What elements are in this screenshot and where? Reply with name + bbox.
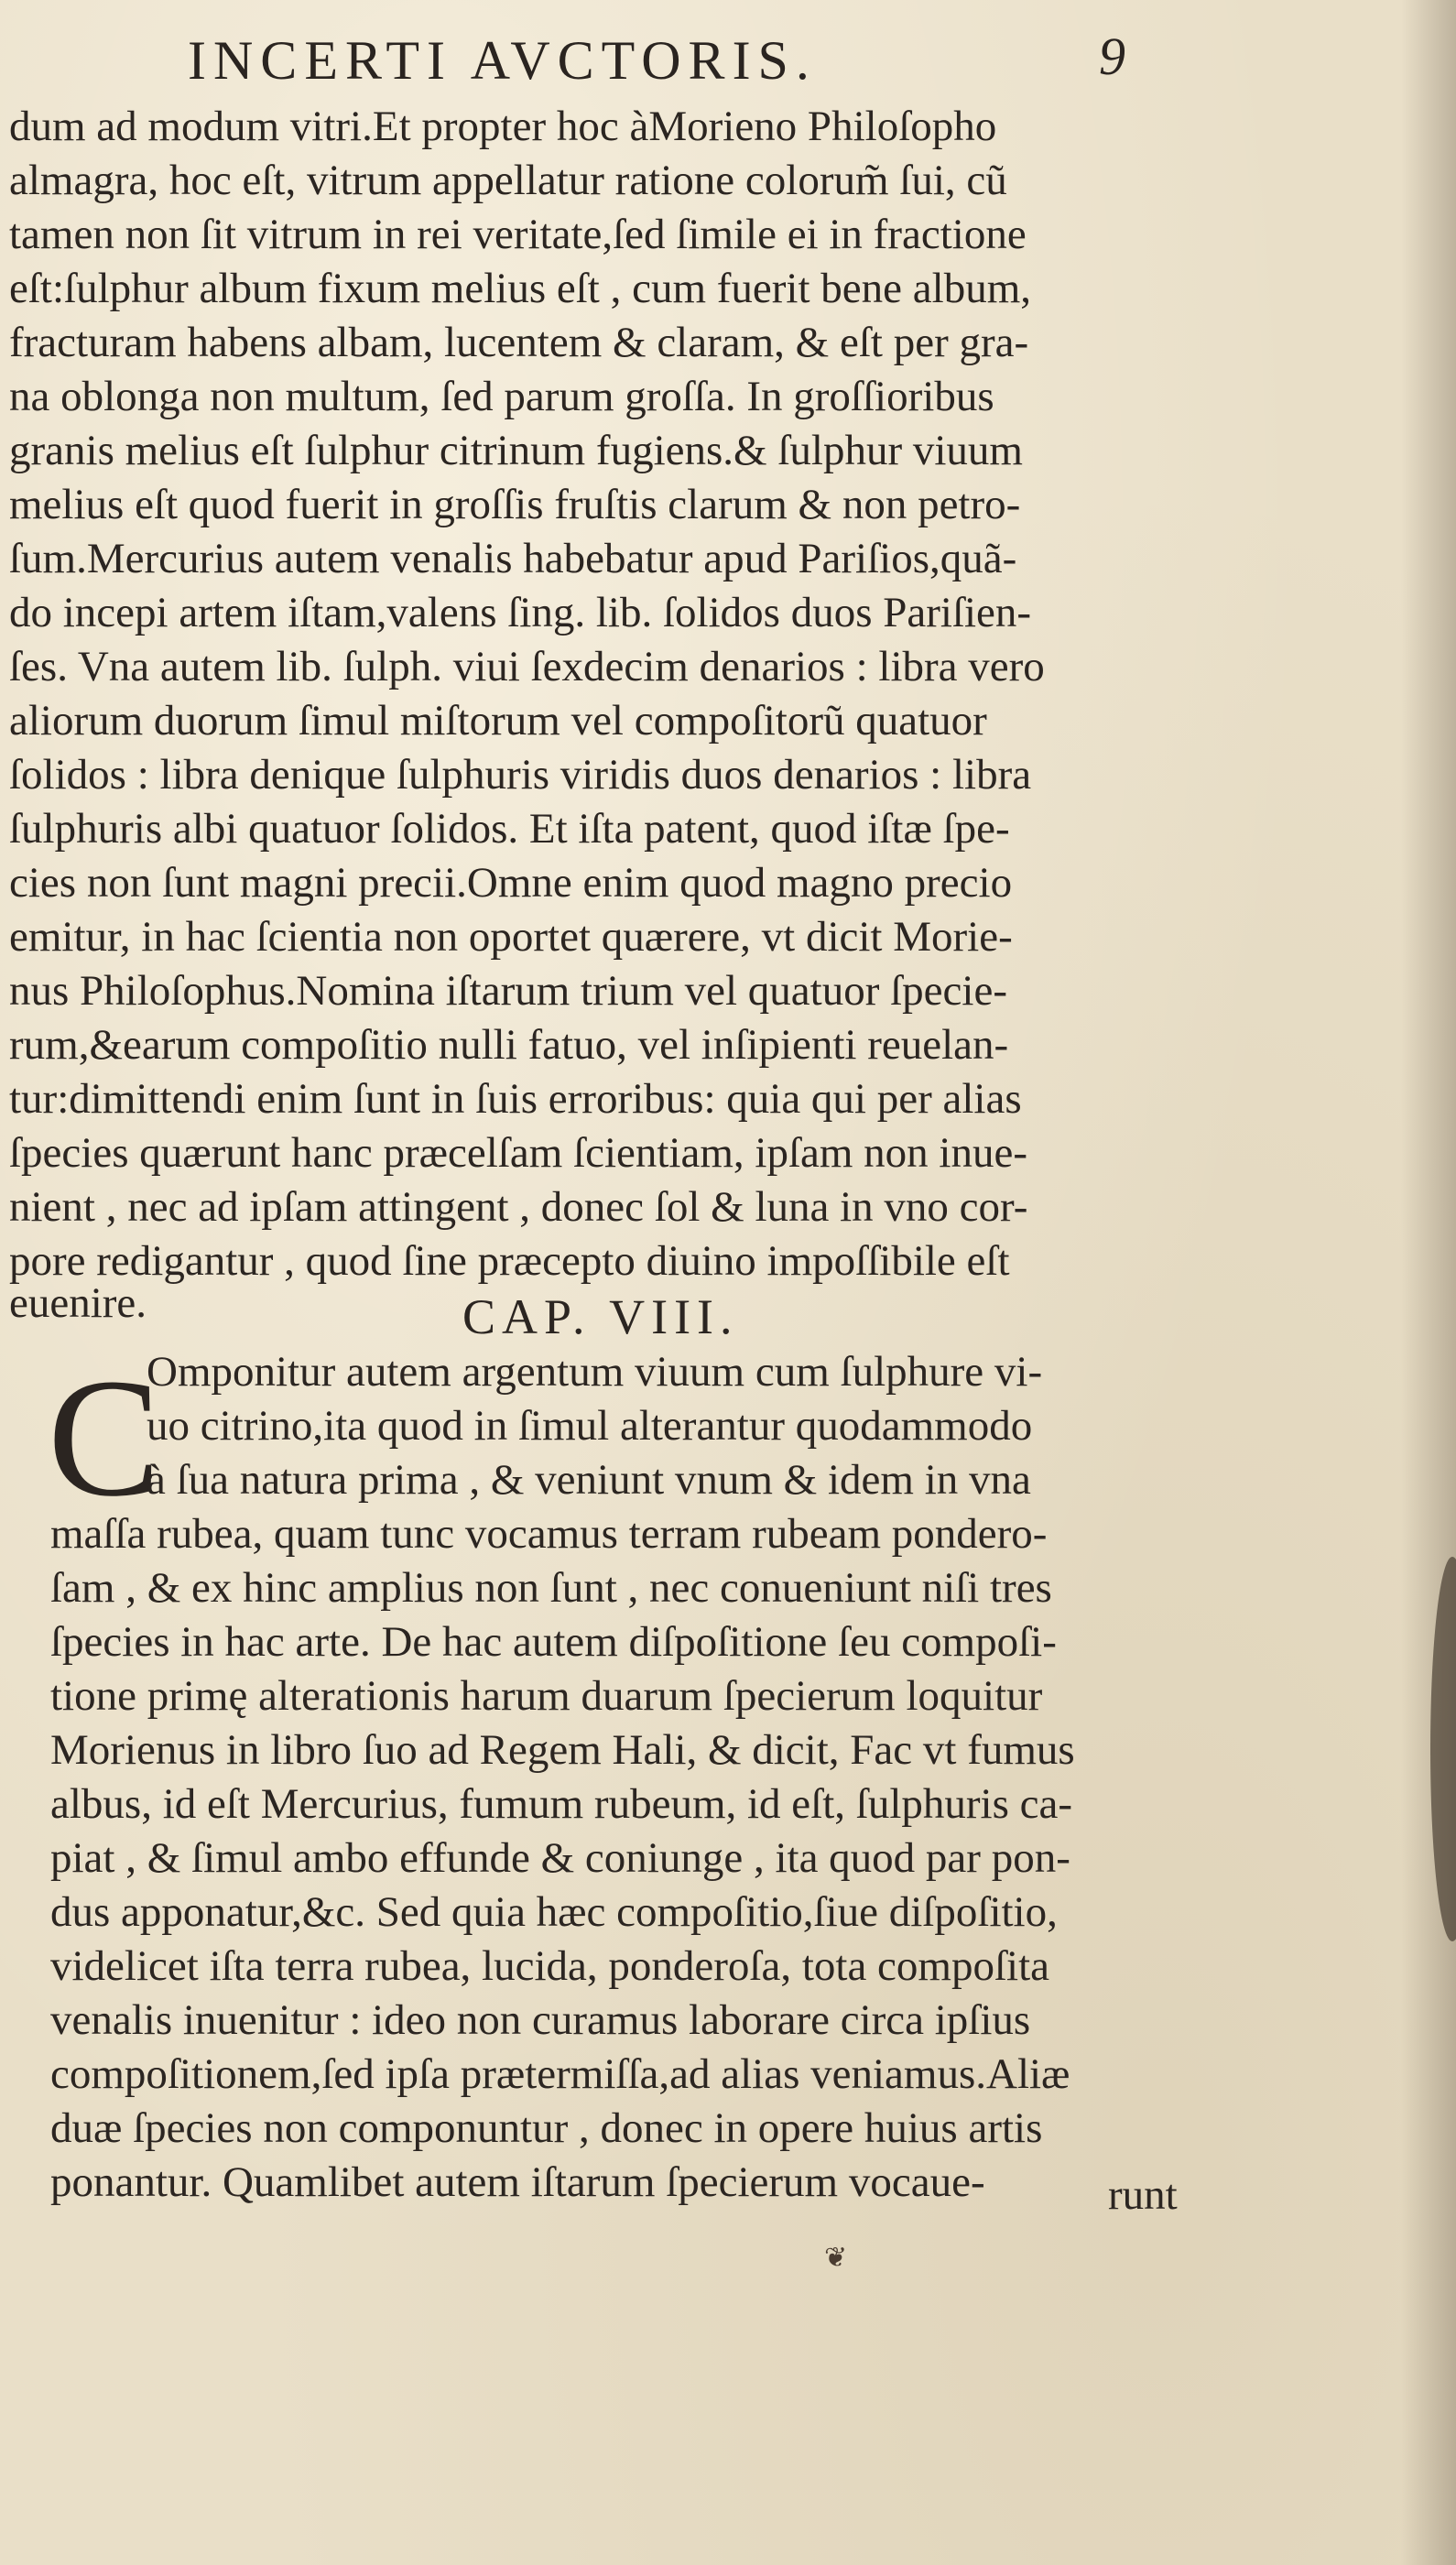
text-line: melius eſt quod fuerit in groſſis fruſtis clarum & non petro- (9, 481, 1021, 528)
chapter-heading: CAP. VIII. (462, 1289, 739, 1344)
text-line: pore redigantur , quod ſine præcepto diuino impoſſibile eſt (9, 1237, 1010, 1285)
chapter-text-line: Omponitur autem argentum viuum cum ſulphure vi- (147, 1348, 1043, 1396)
chapter-text-line: duæ ſpecies non componuntur , donec in opere huius artis (50, 2104, 1043, 2152)
text-line: dum ad modum vitri.Et propter hoc àMorieno Philoſopho (9, 103, 997, 150)
text-line: nus Philoſophus.Nomina iſtarum trium vel quatuor ſpecie- (9, 967, 1007, 1015)
chapter-text-line: ſpecies in hac arte. De hac autem diſpoſitione ſeu compoſi- (50, 1618, 1057, 1666)
text-line: na oblonga non multum, ſed parum groſſa. In groſſioribus (9, 373, 994, 420)
folio-number: 9 (1099, 27, 1125, 86)
text-line: euenire. (9, 1279, 147, 1327)
text-line: ſum.Mercurius autem venalis habebatur apud Pariſios,quã- (9, 535, 1017, 582)
chapter-text-line: Morienus in libro ſuo ad Regem Hali, & dicit, Fac vt fumus (50, 1726, 1075, 1774)
chapter-text-line: dus apponatur,&c. Sed quia hæc compoſitio,ſiue diſpoſitio, (50, 1888, 1058, 1936)
text-line: emitur, in hac ſcientia non oportet quærere, vt dicit Morie- (9, 913, 1013, 961)
ink-blot-ornament: ❦ (824, 2243, 848, 2273)
page-header (0, 26, 1456, 90)
page-edge-shadow (1401, 0, 1456, 2565)
chapter-text-line: venalis inuenitur : ideo non curamus laborare circa ipſius (50, 1996, 1031, 2044)
text-line: aliorum duorum ſimul miſtorum vel compoſitorũ quatuor (9, 697, 987, 745)
text-line: nient , nec ad ipſam attingent , donec ſol & luna in vno cor- (9, 1183, 1028, 1231)
text-line: ſpecies quærunt hanc præcelſam ſcientiam, ipſam non inue- (9, 1129, 1028, 1177)
chapter-text-line: ponantur. Quamlibet autem iſtarum ſpecierum vocaue- (50, 2158, 985, 2206)
text-line: rum,&earum compoſitio nulli fatuo, vel inſipienti reuelan- (9, 1021, 1009, 1069)
text-line: cies non ſunt magni precii.Omne enim quod magno precio (9, 859, 1013, 907)
catchword: runt (1108, 2171, 1178, 2219)
chapter-text-line: tione primę alterationis harum duarum ſpecierum loquitur (50, 1672, 1043, 1720)
text-line: tur:dimittendi enim ſunt in ſuis erroribus: quia qui per alias (9, 1075, 1022, 1123)
text-line: almagra, hoc eſt, vitrum appellatur ratione colorum̃ ſui, cũ (9, 157, 1007, 204)
text-line: tamen non ſit vitrum in rei veritate,ſed ſimile ei in fractione (9, 211, 1027, 258)
text-line: fracturam habens albam, lucentem & claram, & eſt per gra- (9, 319, 1029, 366)
chapter-text-line: compoſitionem,ſed ipſa prætermiſſa,ad alias veniamus.Aliæ (50, 2050, 1070, 2098)
chapter-text-line: ſam , & ex hinc amplius non ſunt , nec conueniunt niſi tres (50, 1564, 1052, 1612)
chapter-text-line: piat , & ſimul ambo effunde & coniunge , ita quod par pon- (50, 1834, 1070, 1882)
text-line: do incepi artem iſtam,valens ſing. lib. ſolidos duos Pariſien- (9, 589, 1032, 636)
text-line: ſulphuris albi quatuor ſolidos. Et iſta patent, quod iſtæ ſpe- (9, 805, 1010, 853)
chapter-text-line: maſſa rubea, quam tunc vocamus terram rubeam pondero- (50, 1510, 1048, 1558)
chapter-text-line: videlicet iſta terra rubea, lucida, ponderoſa, tota compoſita (50, 1942, 1050, 1990)
drop-cap: C (48, 1344, 161, 1532)
running-head: INCERTI AVCTORIS. (188, 30, 817, 91)
chapter-text-line: uo citrino,ita quod in ſimul alterantur quodammodo (147, 1402, 1033, 1450)
chapter-text-line: à ſua natura prima , & veniunt vnum & idem in vna (147, 1456, 1031, 1504)
chapter-text-line: albus, id eſt Mercurius, fumum rubeum, id eſt, ſulphuris ca- (50, 1780, 1073, 1828)
text-line: ſes. Vna autem lib. ſulph. viui ſexdecim denarios : libra vero (9, 643, 1045, 690)
text-line: ſolidos : libra denique ſulphuris viridis duos denarios : libra (9, 751, 1032, 799)
text-line: granis melius eſt ſulphur citrinum fugiens.& ſulphur viuum (9, 427, 1023, 474)
text-line: eſt:ſulphur album fixum melius eſt , cum fuerit bene album, (9, 265, 1031, 312)
